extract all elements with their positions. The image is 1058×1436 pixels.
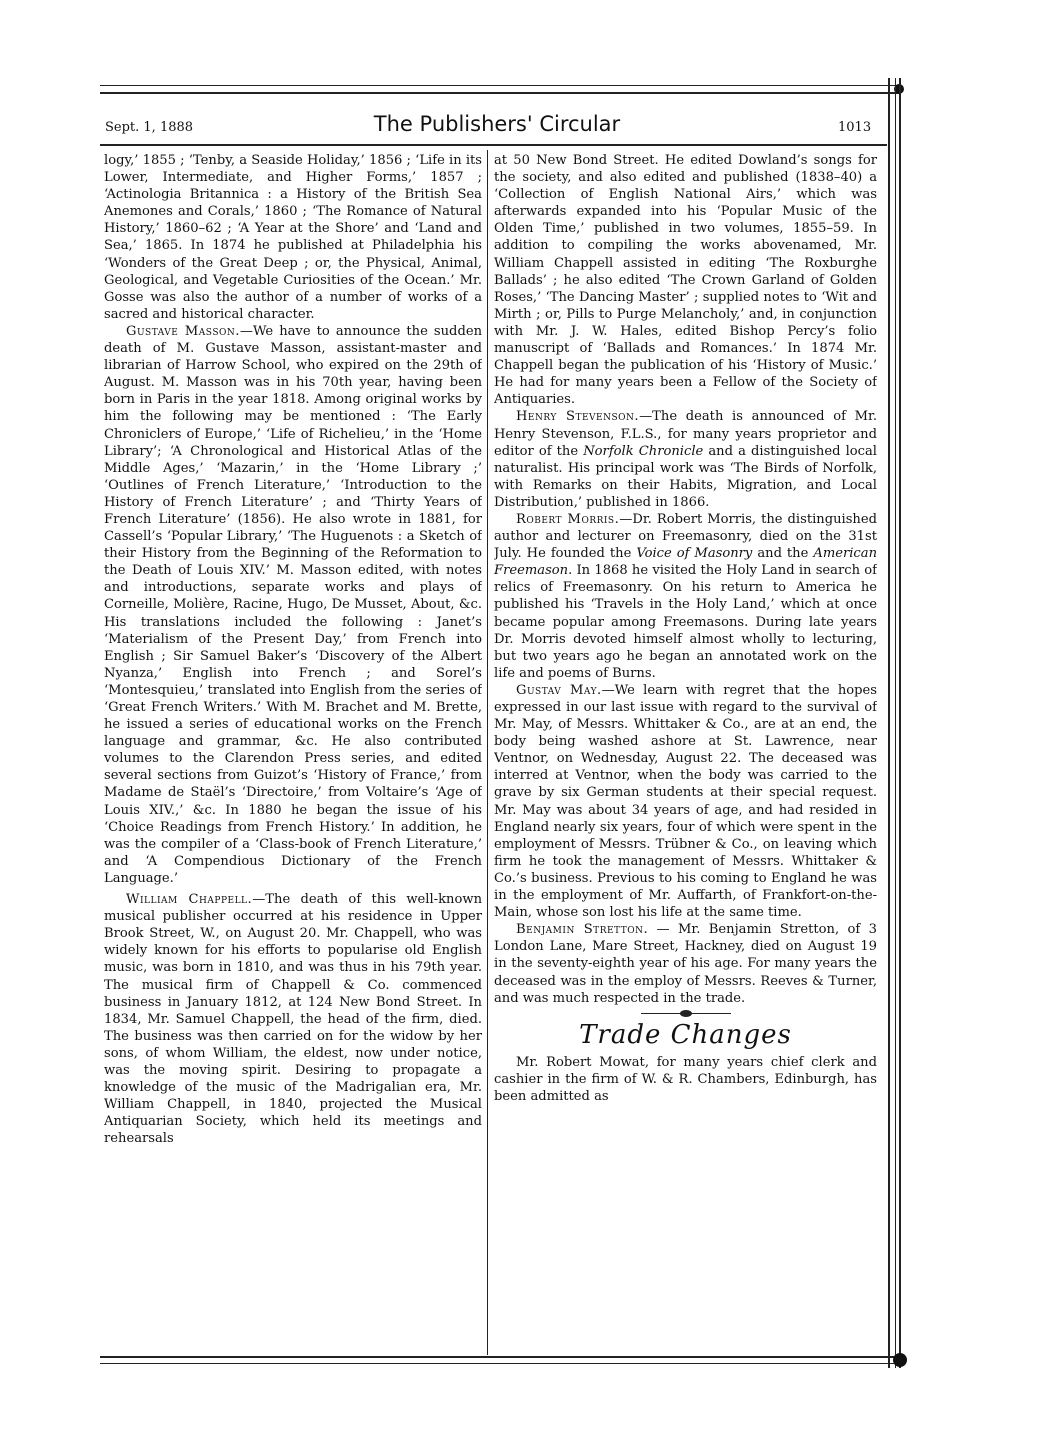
corner-ornament-bottom bbox=[893, 1353, 907, 1367]
obituary-name: Henry Stevenson. bbox=[516, 409, 640, 425]
bottom-rule-thick bbox=[100, 1356, 900, 1358]
obituary-text: —The death is announced of Mr. Henry Stevenson, F.L.S., for many years proprietor and editor of the bbox=[494, 409, 877, 459]
obituary-text: In 1868 he visited the Holy Land in search of relics of Freemasonry. On his return to America he published his ‘Travels in the Holy Land,’ which at once became popular among Freemasons. During late years Dr. Morris devoted himself almost wholly to lecturing, but two years ago he began an annotated work on the life and poems of Burns. bbox=[494, 563, 877, 681]
obituary-text: and a distinguished local naturalist. His principal work was ‘The Birds of Norfolk, with Remarks on their Habits, Migration, and Local Distribution,’ published in 1866. bbox=[494, 443, 877, 510]
obituary-masson bbox=[104, 323, 482, 887]
trade-change-mowat: Mr. Robert Mowat, for many years chief clerk and cashier in the firm of W. & R. Chambers, Edinburgh, has been admitted as bbox=[494, 1054, 877, 1104]
obituary-stretton bbox=[494, 921, 877, 1006]
section-heading: Trade Changes bbox=[579, 1019, 792, 1050]
header-date: Sept. 1, 1888 bbox=[105, 120, 194, 135]
border-line-inner bbox=[899, 78, 901, 1368]
obituary-name: Gustav May. bbox=[516, 682, 602, 698]
obituary-text: — Mr. Benjamin Stretton, of 3 London Lane, Mare Street, Hackney, died on August 19 in the seventy-eighth year of his age. For many years the deceased was in the employ of Messrs. Reeves & Turner, and was much respected in the trade. bbox=[494, 922, 877, 1006]
obituary-text: —We have to announce the sudden death of M. Gustave Masson, assistant-master and librarian of Harrow School, who expired on the 29th of August. M. Masson was in his 70th year, having been born in Paris in the year 1818. Among original works by him the following may be mentioned : ‘The Early Chroniclers of Europe,’ ‘Life of Richelieu,’ in the ‘Home Library’; ‘A Chronological and Historical Atlas of the Middle Ages,’ ‘Mazarin,’ in the ‘Home Library ;’ ‘Outlines of French Literature,’ ‘Introduction to the History of French Literature’ ; and ‘Thirty Years of French Literature’ (1856). He also wrote in 1881, for Cassell’s ‘Popular Library,’ ‘The Huguenots : a Sketch of their History from the Beginning of the Reformation to the Death of Louis XIV.’ M. Masson edited, with notes and introductions, separate works and plays of Corneille, Molière, Racine, Hugo, De Musset, About, &c. His translations included the following : Janet’s ‘Materialism of the Present Day,’ from French into English ; Sir Samuel Baker’s ‘Discovery of the Albert Nyanza,’ English into French ; and Sorel’s ‘Montesquieu,’ translated into English from the series of ‘Great French Writers.’ With M. Brachet and M. Brette, he issued a series of educational works on the French language and grammar, &c. He also contributed volumes to the Clarendon Press series, and edited several sections from Guizot’s ‘History of France,’ from Madame de Staël’s ‘Directoire,’ from Voltaire’s ‘Age of Louis XIV.,’ &c. In 1880 he began the issue of his ‘Choice Readings from French History.’ In addition, he was the compiler of a ‘Class-book of French Literature,’ and ‘A Compendious Dictionary of the French Language.’ bbox=[104, 323, 482, 886]
column-divider bbox=[487, 150, 488, 1355]
obituary-name: Benjamin Stretton. bbox=[516, 922, 649, 938]
border-line-outer bbox=[888, 78, 890, 1368]
header-rule bbox=[100, 144, 887, 146]
publication-title: Norfolk Chronicle bbox=[583, 443, 704, 459]
obituary-may bbox=[494, 682, 877, 921]
publication-title: Voice of Masonry bbox=[636, 546, 753, 562]
obituary-chappell bbox=[104, 891, 482, 1147]
top-rule-thin bbox=[100, 85, 900, 86]
border-line-middle bbox=[895, 78, 896, 1368]
obituary-name: William Chappell. bbox=[126, 892, 253, 908]
obituary-text: —We learn with regret that the hopes expressed in our last issue with regard to the survival of Mr. May, of Messrs. Whittaker & Co., are at an end, the body being washed ashore at St. Lawrence, near Ventnor, on Wednesday, August 22. The deceased was interred at Ventnor, when the body was carried to the grave by six German students at their special request. Mr. May was about 34 years of age, and had resided in England nearly six years, four of which were spent in the employment of Messrs. Trübner & Co., on leaving which firm he took the management of Messrs. Whittaker & Co.’s business. Previous to his coming to England he was in the employment of Mr. Auffarth, of Frankfort-on-the-Main, whose son lost his life at the same time. bbox=[494, 682, 877, 921]
obituary-text: and the bbox=[752, 546, 814, 562]
bottom-rule-thin bbox=[100, 1363, 900, 1364]
divider-ornament bbox=[680, 1010, 692, 1017]
obituary-name: Gustave Masson. bbox=[126, 323, 240, 339]
section-divider bbox=[641, 1013, 731, 1014]
chappell-continuation: at 50 New Bond Street. He edited Dowland’s songs for the society, and also edited and published (1838–40) a ‘Collection of English National Airs,’ which was afterwards expanded into his ‘Popular Music of the Olden Time,’ published in two volumes, 1855–59. In addition to compiling the works abovenamed, Mr. William Chappell assisted in editing ‘The Roxburghe Ballads’ ; he also edited ‘The Crown Garland of Golden Roses,’ ‘The Dancing Master’ ; supplied notes to ‘Wit and Mirth ; or, Pills to Purge Melancholy,’ and, in conjunction with Mr. J. W. Hales, edited Bishop Percy’s folio manuscript of ‘Ballads and Romances.’ In 1874 Mr. Chappell began the publication of his ‘History of Music.’ He had for many years been a Fellow of the Society of Antiquaries. bbox=[494, 153, 877, 408]
obituary-text: —The death of this well-known musical publisher occurred at his residence in Upper Brook Street, W., on August 20. Mr. Chappell, who was widely known for his efforts to popularise old English music, was born in 1810, and was thus in his 79th year. The musical firm of Chappell & Co. commenced business in January 1812, at 124 New Bond Street. In 1834, Mr. Samuel Chappell, the head of the firm, died. The business was then carried on for the widow by her sons, of whom William, the eldest, now under notice, was the moving spirit. Desiring to propagate a knowledge of the music of the Madrigalian era, Mr. William Chappell, in 1840, projected the Musical Antiquarian Society, which held its meetings and rehearsals bbox=[104, 892, 482, 1147]
obituary-text: —Dr. Robert Morris, the distinguished author and lecturer on Freemasonry, died on the 31st July. He founded the bbox=[494, 511, 877, 562]
left-column bbox=[104, 152, 482, 1356]
obituary-stevenson bbox=[494, 408, 877, 511]
gosse-continuation: logy,’ 1855 ; ‘Tenby, a Seaside Holiday,’ 1856 ; ‘Life in its Lower, Intermediate, and Higher Forms,’ 1857 ; ‘Actinologia Britannica : a History of the British Sea Anemones and Corals,’ 1860 ; ‘The Romance of Natural History,’ 1860–62 ; ‘A Year at the Shore’ and ‘Land and Sea,’ 1865. In 1874 he published at Philadelphia his ‘Wonders of the Great Deep ; or, the Physical, Animal, Geological, and Vegetable Curiosities of the Ocean.’ Mr. Gosse was also the author of a number of works of a sacred and historical character. bbox=[104, 153, 482, 322]
header-page-number: 1013 bbox=[838, 120, 872, 135]
top-rule-thick bbox=[100, 92, 900, 94]
obituary-morris bbox=[494, 511, 877, 682]
header-title: The Publishers' Circular bbox=[373, 112, 621, 136]
publication-title: American Freemason. bbox=[494, 546, 877, 579]
obituary-name: Robert Morris. bbox=[516, 511, 620, 527]
right-column bbox=[494, 152, 877, 1356]
